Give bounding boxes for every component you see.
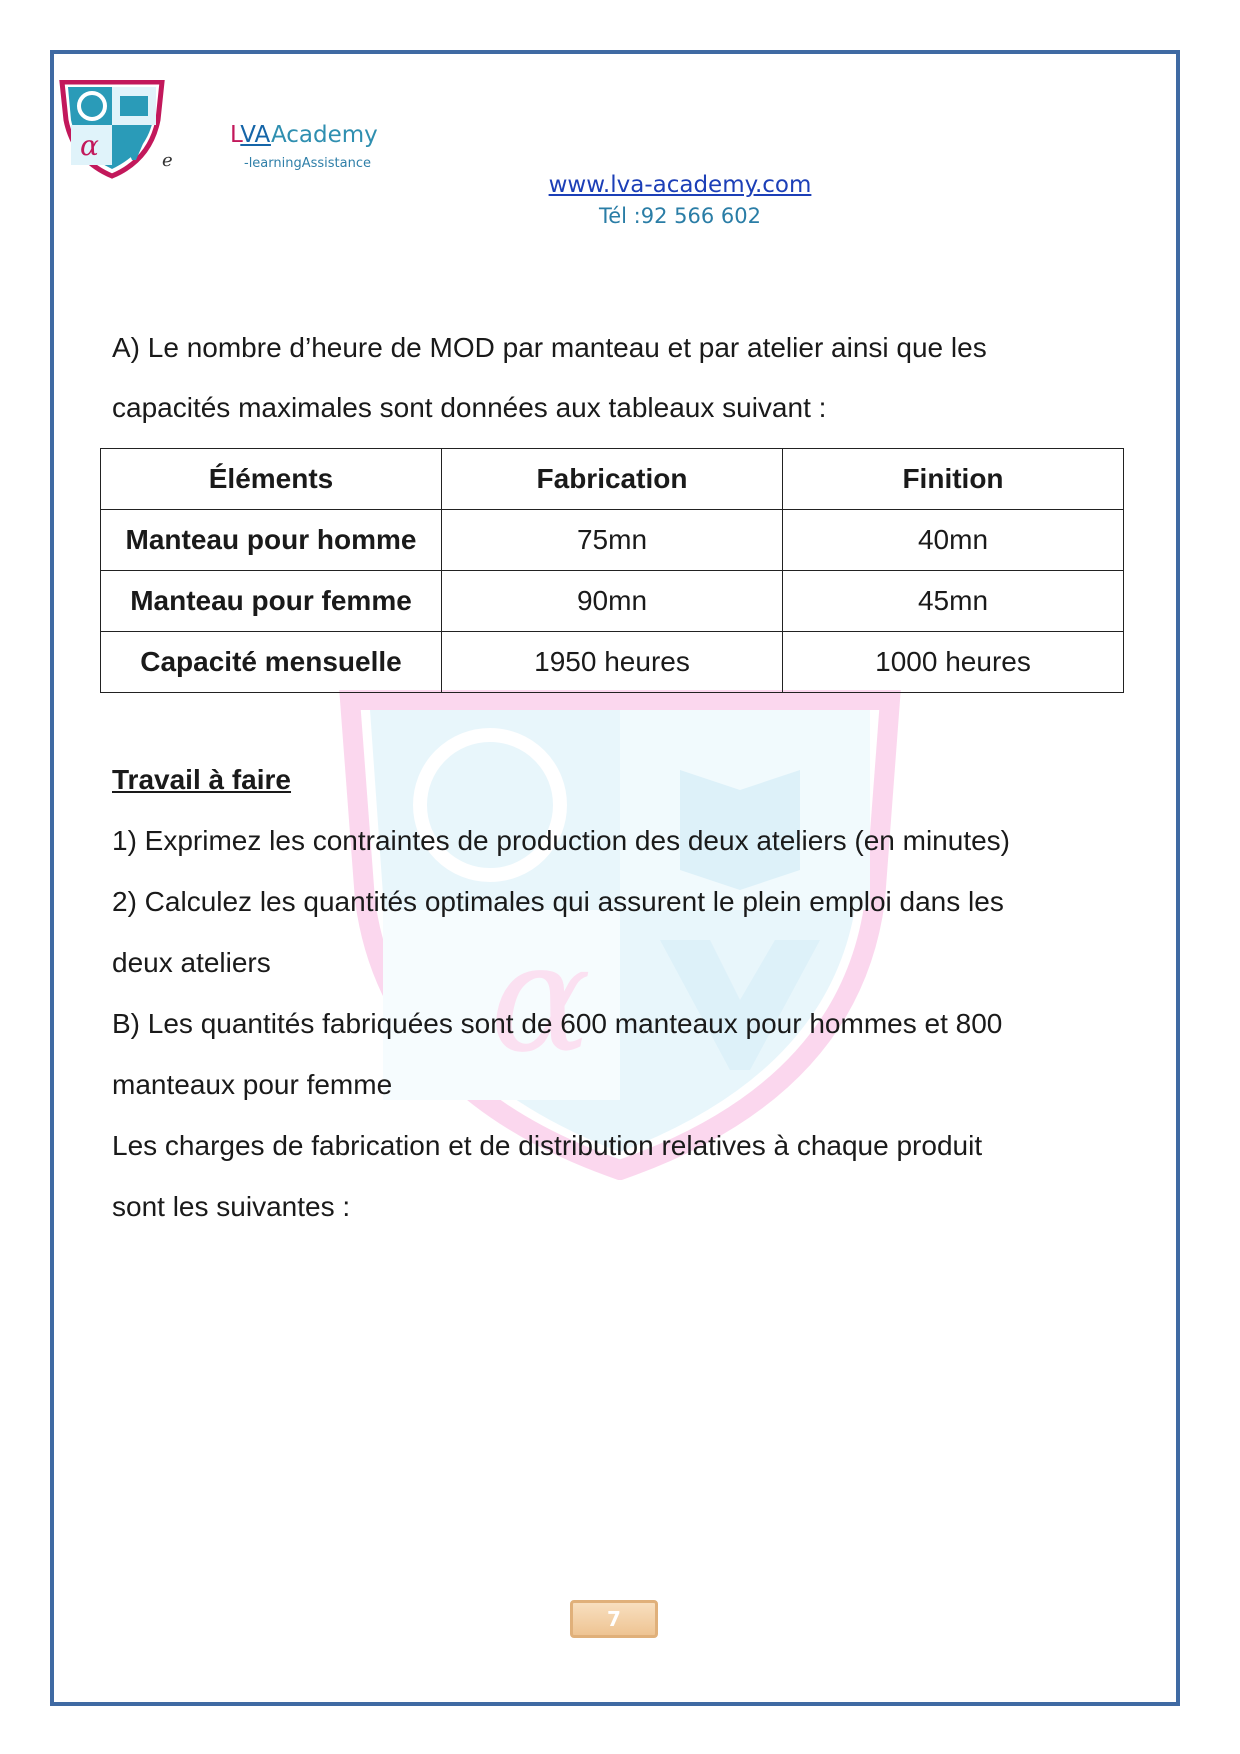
logo-e-letter: e [162,150,173,171]
table-row [101,510,1124,571]
production-table [100,448,1124,693]
table-header-cell: Fabrication [442,449,783,510]
table-row-label: Capacité mensuelle [101,632,442,693]
intro-line-1: A) Le nombre d’heure de MOD par manteau et par atelier ainsi que les [112,332,987,363]
brand-name [230,122,378,148]
brand-tagline: -learningAssistance [244,156,371,171]
table-cell: 75mn [442,510,783,571]
brand-lva: L [230,122,241,148]
website-link[interactable]: www.lva-academy.com [548,172,812,198]
table-cell: 90mn [442,571,783,632]
table-cell: 40mn [783,510,1124,571]
tasks-heading: Travail à faire [112,764,292,795]
table-row-label: Manteau pour femme [101,571,442,632]
table-row-label: Manteau pour homme [101,510,442,571]
charges-line-2: sont les suivantes : [112,1191,351,1222]
table-header-row [101,449,1124,510]
task-item-1: 1) Exprimez les contraintes de production des deux ateliers (en minutes) [112,825,1010,856]
page-number: 7 [570,1600,658,1638]
task-item-2-line-1: 2) Calculez les quantités optimales qui assurent le plein emploi dans les [112,886,1004,917]
table-cell: 45mn [783,571,1124,632]
table-cell: 1000 heures [783,632,1124,693]
intro-line-2: capacités maximales sont données aux tableaux suivant : [112,392,827,423]
table-row [101,571,1124,632]
table-header-cell: Éléments [101,449,442,510]
part-b-line-1: B) Les quantités fabriquées sont de 600 manteaux pour hommes et 800 [112,1008,1003,1039]
task-item-2-line-2: deux ateliers [112,947,271,978]
lva-shield-logo [58,80,178,180]
svg-text:α: α [490,912,592,1086]
table-row [101,632,1124,693]
part-b-line-2: manteaux pour femme [112,1069,393,1100]
phone-number: Tél :92 566 602 [598,204,761,228]
table-header-cell: Finition [783,449,1124,510]
svg-text:α: α [80,129,99,162]
brand-academy: Academy [270,122,378,148]
brand-va: VA [240,122,271,148]
table-cell: 1950 heures [442,632,783,693]
charges-line-1: Les charges de fabrication et de distribution relatives à chaque produit [112,1130,983,1161]
